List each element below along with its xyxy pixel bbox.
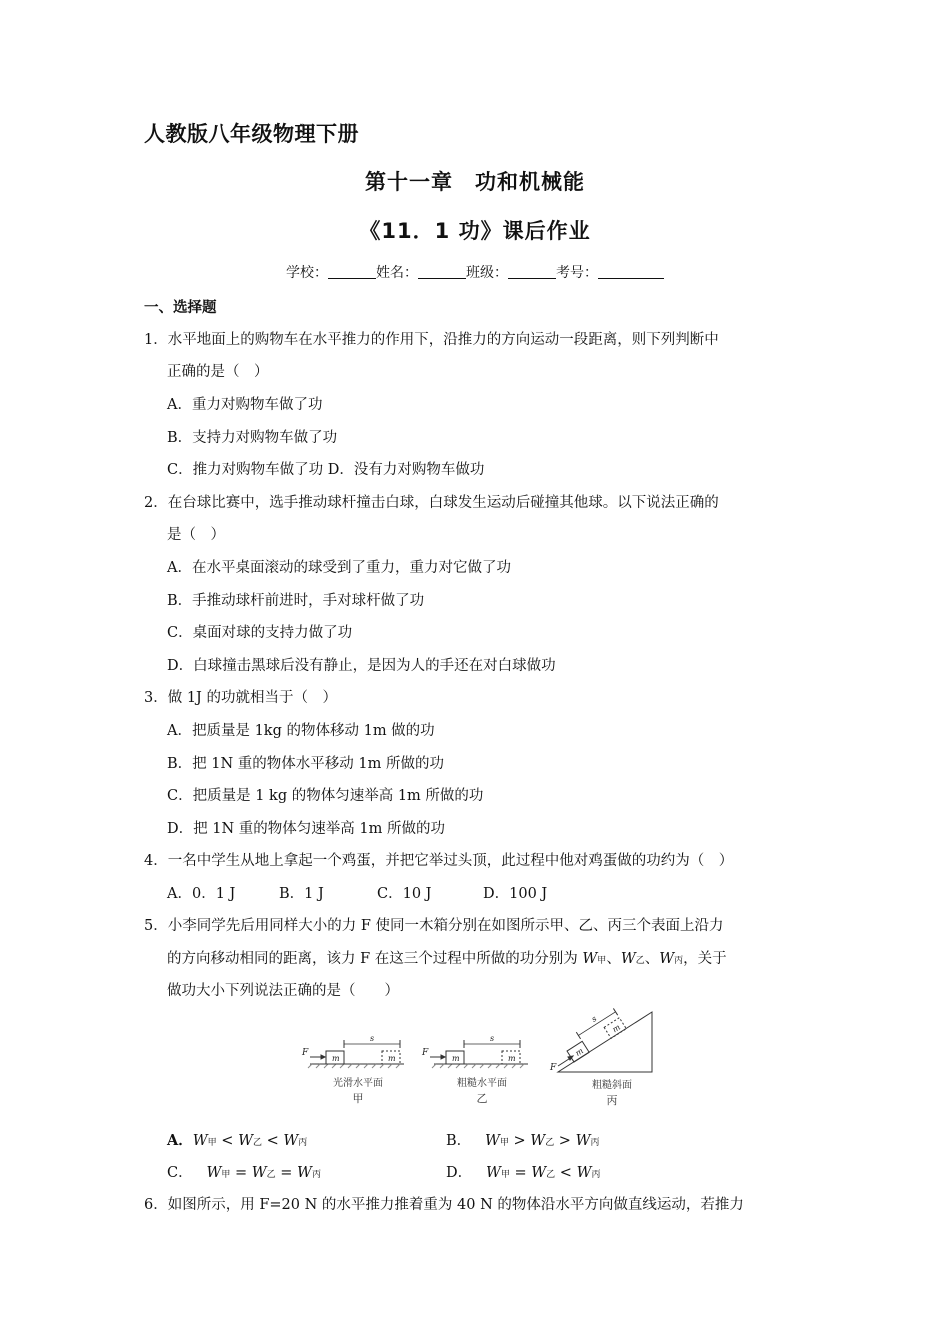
q5-option-b[interactable]: B． W甲 > W乙 > W丙 <box>446 1133 600 1149</box>
exam-no-label: 考号： <box>556 265 598 281</box>
school-label: 学校： <box>286 265 328 281</box>
q3-option-d[interactable]: D．把 1N 重的物体匀速举高 1m 所做的功 <box>167 821 445 837</box>
panel-name-2: 乙 <box>476 1092 488 1105</box>
q1-stem-cont: 正确的是（ ） <box>167 364 269 380</box>
q4-option-c[interactable]: C．10 J <box>377 886 432 902</box>
q2-option-a[interactable]: A．在水平桌面滚动的球受到了重力，重力对它做了功 <box>167 560 511 576</box>
exam-no-blank[interactable] <box>598 264 664 279</box>
q2-stem-cont: 是（ ） <box>167 527 225 543</box>
q5-stem-cont: 的方向移动相同的距离，该力 F 在这三个过程中所做的功分别为 W甲、W乙、W丙，关于 <box>167 951 727 967</box>
q5-option-a[interactable]: A．W甲 < W乙 < W丙 <box>167 1132 308 1149</box>
panel-rough-incline <box>549 1004 652 1107</box>
q3-stem: 3．做 1J 的功就相当于（ ） <box>144 690 337 706</box>
panel-smooth-horizontal <box>301 1034 404 1105</box>
q6-stem: 6．如图所示，用 F=20 N 的水平推力推着重为 40 N 的物体沿水平方向做直线运动，若推力 <box>144 1197 744 1213</box>
q1-option-cd[interactable]: C．推力对购物车做了功 D．没有力对购物车做功 <box>167 462 485 478</box>
surface-label-3: 粗糙斜面 <box>592 1080 632 1091</box>
class-label: 班级： <box>466 265 508 281</box>
incline <box>558 1012 652 1072</box>
ground-hatch <box>432 1064 524 1068</box>
series-title: 人教版八年级物理下册 <box>144 122 359 146</box>
panel-name-1: 甲 <box>352 1092 364 1105</box>
q1-option-a[interactable]: A．重力对购物车做了功 <box>167 397 323 413</box>
panel-name-3: 丙 <box>606 1094 618 1107</box>
q4-stem: 4．一名中学生从地上拿起一个鸡蛋，并把它举过头顶，此过程中他对鸡蛋做的功约为（ ） <box>144 853 734 869</box>
incline-boxes <box>558 1004 626 1062</box>
student-info-line <box>0 262 950 282</box>
q2-option-d[interactable]: D．白球撞击黑球后没有静止，是因为人的手还在对白球做功 <box>167 658 556 674</box>
q4-option-d[interactable]: D．100 J <box>483 886 548 902</box>
q5-stem: 5．小李同学先后用同样大小的力 F 使同一木箱分别在如图所示甲、乙、丙三个表面上沿力 <box>144 918 724 934</box>
q1-option-b[interactable]: B．支持力对购物车做了功 <box>167 430 338 446</box>
school-blank[interactable] <box>328 264 376 279</box>
q5-stem-cont2: 做功大小下列说法正确的是（ ） <box>167 983 399 999</box>
force-label: F <box>550 1063 557 1073</box>
mass-label-end: m <box>388 1054 396 1063</box>
distance-label: s <box>589 1014 599 1024</box>
q2-option-b[interactable]: B．手推动球杆前进时，手对球杆做了功 <box>167 593 425 609</box>
surface-label-2: 粗糙水平面 <box>457 1078 507 1089</box>
mass-label: m <box>332 1054 340 1063</box>
lesson-title: 《11．1 功》课后作业 <box>359 219 591 243</box>
surface-label-1: 光滑水平面 <box>333 1078 383 1089</box>
q4-options <box>167 882 547 903</box>
q5-option-d[interactable]: D． W甲 = W乙 < W丙 <box>446 1165 601 1181</box>
panel-rough-horizontal <box>421 1034 528 1105</box>
mass-label: m <box>452 1054 460 1063</box>
q2-stem: 2．在台球比赛中，选手推动球杆撞击白球，白球发生运动后碰撞其他球。以下说法正确的 <box>144 495 719 511</box>
q1-stem: 1．水平地面上的购物车在水平推力的作用下，沿推力的方向运动一段距离，则下列判断中 <box>144 332 719 348</box>
q3-option-b[interactable]: B．把 1N 重的物体水平移动 1m 所做的功 <box>167 756 444 772</box>
q4-option-b[interactable]: B．1 J <box>279 886 324 902</box>
mass-label-end: m <box>610 1022 623 1035</box>
ground-hatch <box>308 1064 400 1068</box>
mass-label: m <box>573 1046 585 1058</box>
section-title: 一、选择题 <box>144 300 217 316</box>
chapter-title: 第十一章 功和机械能 <box>365 170 585 194</box>
force-surfaces-figure <box>296 1004 656 1112</box>
name-label: 姓名： <box>376 265 418 281</box>
class-blank[interactable] <box>508 264 556 279</box>
distance-label: s <box>370 1034 375 1043</box>
q4-option-a[interactable]: A．0．1 J <box>167 886 236 902</box>
q5-option-c[interactable]: C． W甲 = W乙 = W丙 <box>167 1165 321 1181</box>
q2-option-c[interactable]: C．桌面对球的支持力做了功 <box>167 625 353 641</box>
q3-option-a[interactable]: A．把质量是 1kg 的物体移动 1m 做的功 <box>167 723 435 739</box>
force-label: F <box>422 1048 429 1058</box>
q3-option-c[interactable]: C．把质量是 1 kg 的物体匀速举高 1m 所做的功 <box>167 788 484 804</box>
distance-label: s <box>490 1034 495 1043</box>
force-label: F <box>302 1048 309 1058</box>
mass-label-end: m <box>508 1054 516 1063</box>
name-blank[interactable] <box>418 264 466 279</box>
